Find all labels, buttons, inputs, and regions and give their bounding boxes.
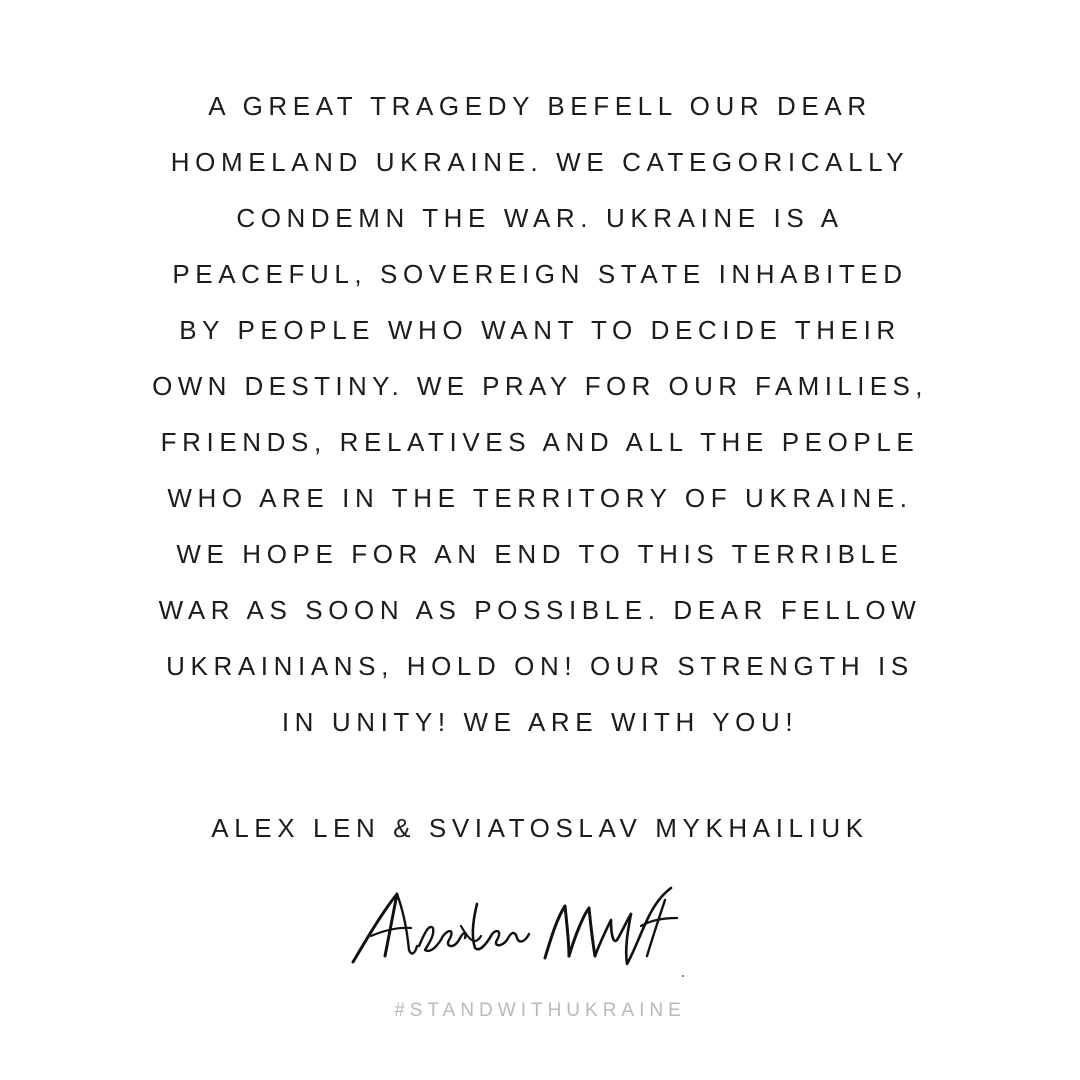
statement-line: WAR AS SOON AS POSSIBLE. DEAR FELLOW [158, 595, 922, 625]
statement-line: A GREAT TRAGEDY BEFELL OUR DEAR [208, 91, 872, 121]
statement-line: IN UNITY! WE ARE WITH YOU! [281, 707, 799, 737]
statement-line: WHO ARE IN THE TERRITORY OF UKRAINE. [167, 483, 913, 513]
statement-line: CONDEMN THE WAR. UKRAINE IS A [236, 203, 844, 233]
statement-line: HOMELAND UKRAINE. WE CATEGORICALLY [170, 147, 910, 177]
statement-line: FRIENDS, RELATIVES AND ALL THE PEOPLE [160, 427, 920, 457]
statement-line: UKRAINIANS, HOLD ON! OUR STRENGTH IS [166, 651, 914, 681]
hashtag-label: #STANDWITHUKRAINE [394, 1000, 686, 1021]
statement-line: WE HOPE FOR AN END TO THIS TERRIBLE [176, 539, 904, 569]
statement-line: PEACEFUL, SOVEREIGN STATE INHABITED [172, 259, 908, 289]
statement-line: OWN DESTINY. WE PRAY FOR OUR FAMILIES, [152, 371, 928, 401]
statement-line: BY PEOPLE WHO WANT TO DECIDE THEIR [179, 315, 901, 345]
signature-icon [345, 880, 690, 980]
authors-names: ALEX LEN & SVIATOSLAV MYKHAILIUK [211, 813, 869, 843]
statement-text [0, 86, 1080, 758]
